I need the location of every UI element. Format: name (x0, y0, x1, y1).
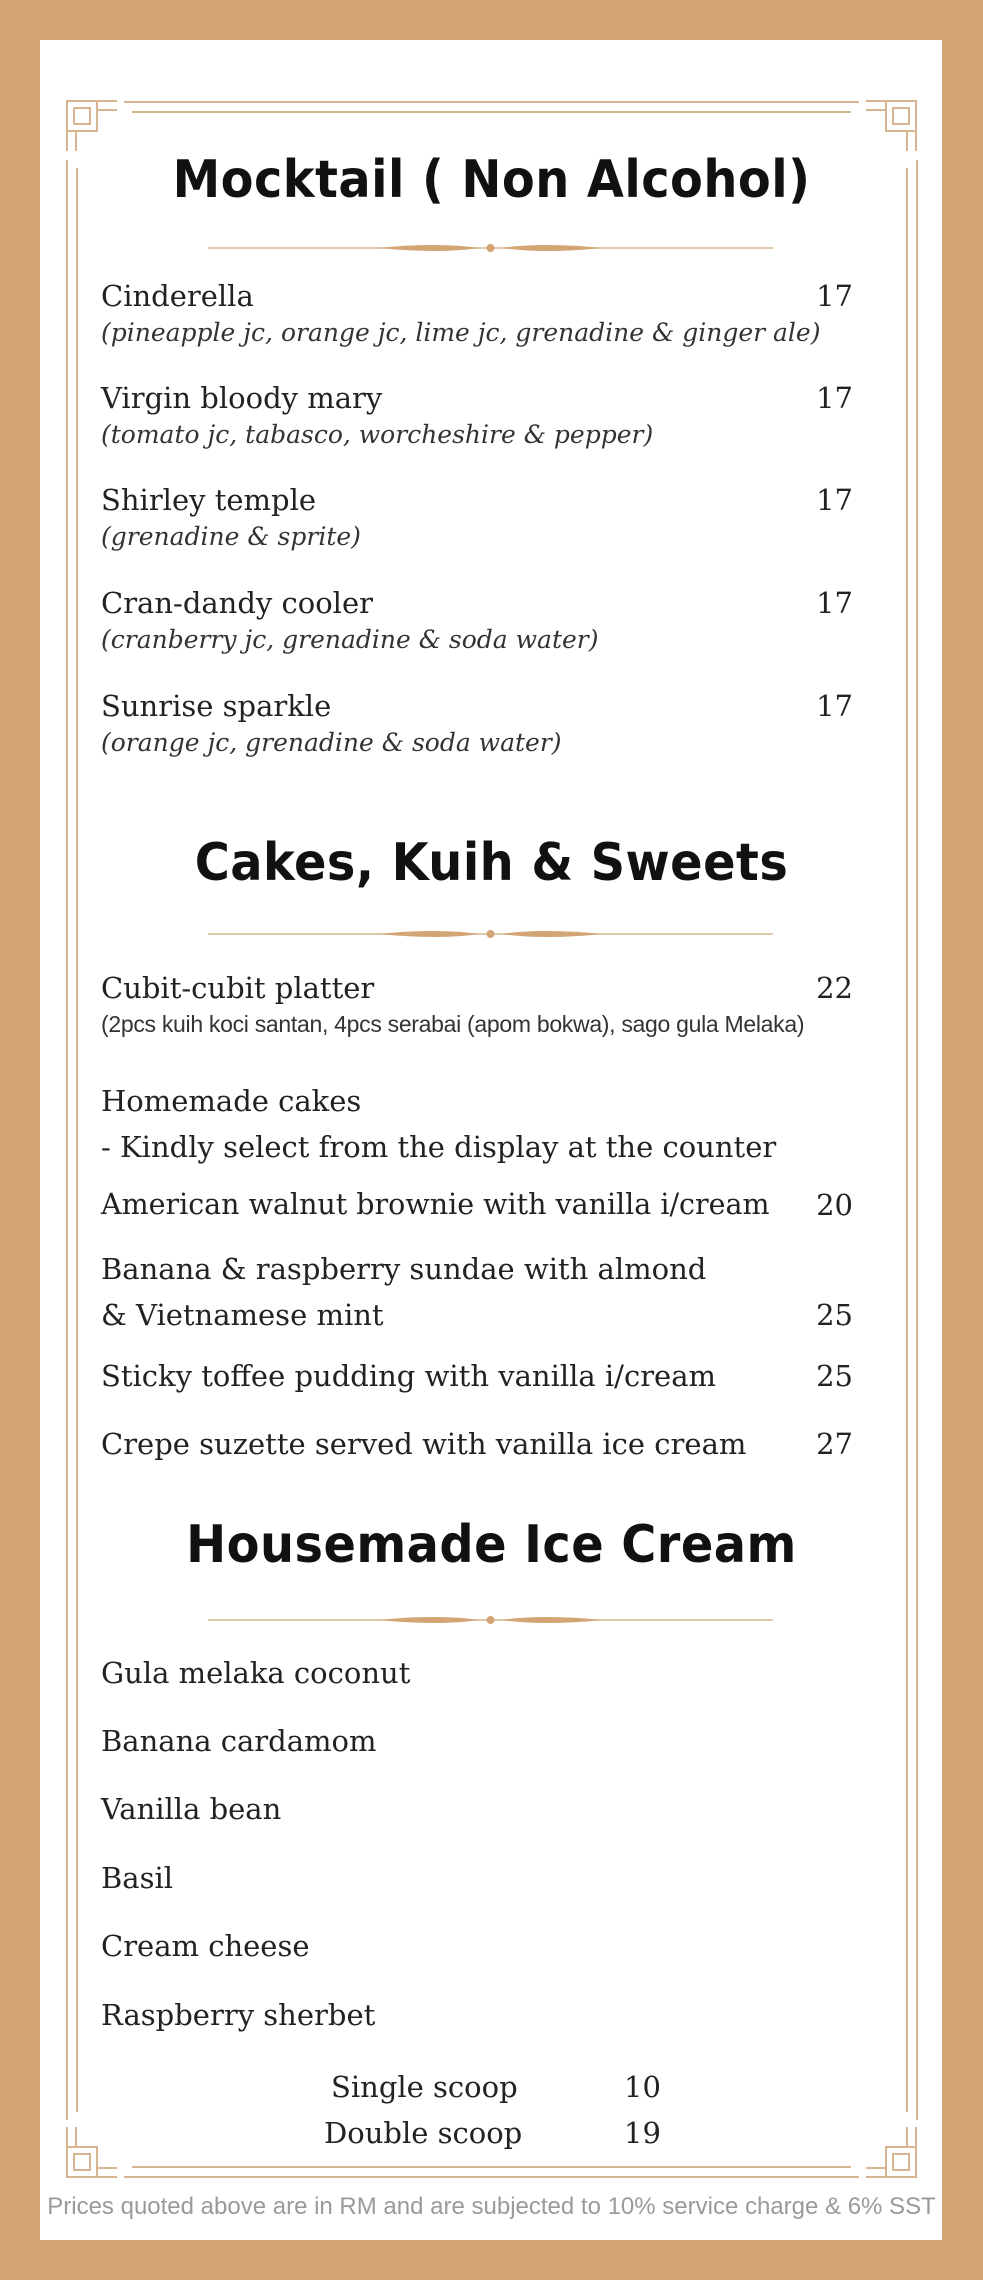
item-description: (orange jc, grenadine & soda water) (101, 728, 562, 757)
item-name: Virgin bloody mary (101, 381, 383, 415)
flavor-item (101, 1722, 853, 1760)
item-price: 27 (816, 1427, 853, 1461)
item-description: (cranberry jc, grenadine & soda water) (101, 625, 599, 654)
flavor-name: Basil (101, 1861, 174, 1895)
flavor-item (101, 1859, 853, 1897)
flavor-name: Cream cheese (101, 1929, 310, 1963)
flavor-item (101, 1996, 853, 2034)
corner-ornament-top-left (66, 100, 118, 152)
corner-ornament-bottom-left (66, 2126, 118, 2178)
scoop-price: 10 (624, 2070, 661, 2104)
flavor-name: Gula melaka coconut (101, 1656, 411, 1690)
item-price: 25 (816, 1359, 853, 1393)
scoop-price: 19 (624, 2116, 661, 2150)
item-price: 17 (816, 279, 853, 313)
scoop-label: Double scoop (324, 2116, 523, 2150)
item-description: (grenadine & sprite) (101, 522, 361, 551)
item-description: (tomato jc, tabasco, worcheshire & pepper) (101, 420, 654, 449)
price-footnote: Prices quoted above are in RM and are subjected to 10% service charge & 6% SST (47, 2193, 936, 2220)
flavor-item (101, 1654, 853, 1692)
menu-item (101, 379, 853, 453)
item-name: Cinderella (101, 279, 254, 313)
item-name: Cran-dandy cooler (101, 586, 373, 620)
flavor-item (101, 1790, 853, 1828)
menu-item (101, 1425, 853, 1463)
item-price: 17 (816, 381, 853, 415)
frame-bottom-line (124, 2176, 859, 2178)
flavor-name: Banana cardamom (101, 1724, 377, 1758)
menu-item (101, 1357, 853, 1395)
frame-left-line (66, 160, 68, 2120)
menu-item (101, 1078, 853, 1170)
menu-item (101, 481, 853, 555)
item-name: Sticky toffee pudding with vanilla i/cream (101, 1359, 717, 1393)
item-name: American walnut brownie with vanilla i/cream (101, 1188, 770, 1221)
flavor-item (101, 1927, 853, 1965)
menu-item (101, 584, 853, 658)
item-description: (2pcs kuih koci santan, 4pcs serabai (apom bokwa), sago gula Melaka) (101, 1011, 805, 1037)
menu-item (101, 1186, 853, 1224)
item-price: 25 (816, 1298, 853, 1332)
item-name: Sunrise sparkle (101, 689, 332, 723)
frame-top-line (124, 101, 859, 103)
item-price: 22 (816, 971, 853, 1005)
item-name: Crepe suzette served with vanilla ice cream (101, 1427, 747, 1461)
menu-item (101, 277, 853, 351)
divider-ornament (208, 928, 773, 940)
menu-item (101, 1246, 853, 1338)
item-name-continued: & Vietnamese mint (101, 1298, 384, 1332)
section-title-mocktail: Mocktail ( Non Alcohol) (172, 150, 811, 210)
item-name: Cubit-cubit platter (101, 971, 375, 1005)
item-name: Homemade cakes (101, 1084, 362, 1118)
frame-top-line-inner (132, 111, 851, 113)
frame-bottom-line-inner (132, 2166, 851, 2168)
divider-ornament (208, 1614, 773, 1626)
menu-item (101, 687, 853, 761)
frame-right-line-inner (906, 168, 908, 2112)
menu-item (101, 969, 853, 1041)
item-price: 17 (816, 586, 853, 620)
corner-ornament-bottom-right (865, 2126, 917, 2178)
section-title-icecream: Housemade Ice Cream (186, 1515, 797, 1575)
frame-right-line (916, 160, 918, 2120)
item-price: 17 (816, 483, 853, 517)
corner-ornament-top-right (865, 100, 917, 152)
item-price: 17 (816, 689, 853, 723)
flavor-name: Vanilla bean (101, 1792, 282, 1826)
scoop-label: Single scoop (331, 2070, 518, 2104)
flavor-name: Raspberry sherbet (101, 1998, 376, 2032)
item-name: Banana & raspberry sundae with almond (101, 1252, 707, 1286)
frame-left-line-inner (76, 168, 78, 2112)
item-price: 20 (816, 1188, 853, 1222)
divider-ornament (208, 242, 773, 254)
item-description: (pineapple jc, orange jc, lime jc, grenadine & ginger ale) (101, 318, 821, 347)
item-name: Shirley temple (101, 483, 317, 517)
section-title-cakes: Cakes, Kuih & Sweets (194, 833, 789, 893)
item-note: - Kindly select from the display at the counter (101, 1130, 777, 1164)
